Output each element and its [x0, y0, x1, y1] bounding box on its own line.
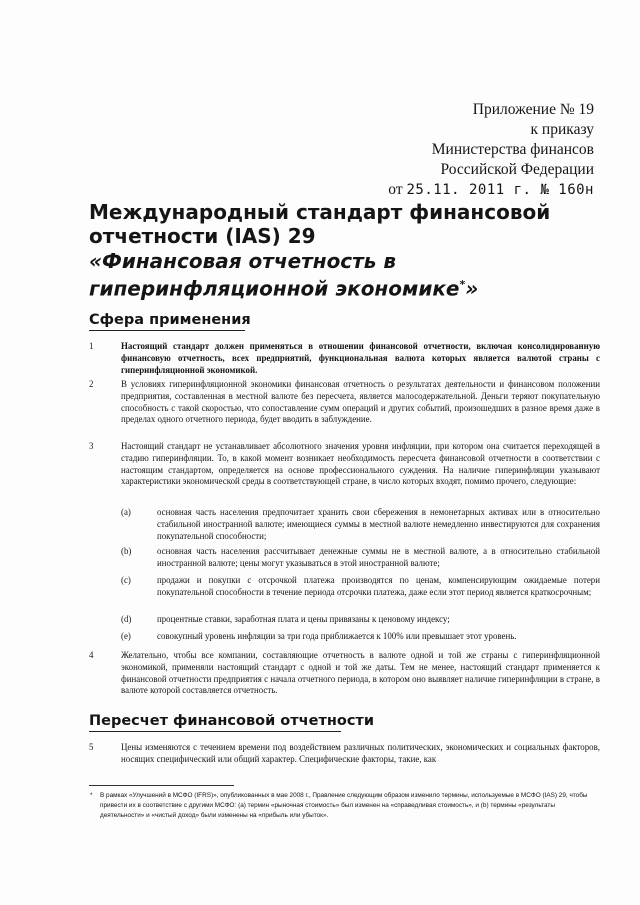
document-title: Международный стандарт финансовой отчетности (IAS) 29	[89, 200, 551, 248]
list-item-label: (d)	[121, 614, 132, 624]
list-item-text: процентные ставки, заработная плата и цены привязаны к ценовому индексу;	[157, 614, 450, 624]
list-item-b	[121, 546, 600, 570]
paragraph-text: Цены изменяются с течением времени под воздействием различных политических, экономических и социальных факторов, носящих специфический или общий характер. Специфические факторы, такие, как	[121, 742, 600, 764]
paragraph-3	[89, 441, 600, 488]
paragraph-4	[89, 650, 600, 697]
appendix-date-line	[388, 180, 594, 200]
list-item-label: (b)	[121, 546, 132, 556]
list-item-label: (a)	[121, 507, 131, 517]
list-item-text: основная часть населения предпочитает хранить свои сбережения в немонетарных активах или в относительно стабильной иностранной валюте; имеющиеся суммы в местной валюте немедленно инвестируются для сохранения покупательной способности;	[157, 507, 600, 541]
list-item-text: продажи и покупки с отсрочкой платежа производятся по ценам, компенсирующим ожидаемые потери покупательной способности в течение периода отсрочки платежа, даже если этот период является краткосрочным;	[157, 575, 600, 597]
footnote-text: В рамках «Улучшений в МСФО (IFRS)», опубликованных в мае 2008 г., Правление следующим образом изменило термины, используемые в МСФО (IAS) 29, чтобы привести их в соответствие с другими МСФО: (a) термин «рыночная стоимость» был изменен на «справедливая стоимость», и (b) термины «результаты деятельности» и «чистый доход» были изменены на «прибыль или убыток».	[100, 792, 588, 819]
section-heading-scope: Сфера применения	[89, 312, 245, 331]
paragraph-number: 5	[89, 742, 94, 752]
subtitle-closing-quote: »	[465, 276, 479, 301]
appendix-date-prefix: от	[388, 181, 403, 198]
paragraph-1	[89, 341, 600, 376]
list-item-d	[121, 614, 600, 626]
footnote	[90, 791, 600, 820]
list-item-label: (e)	[121, 631, 131, 641]
appendix-date: 25.11. 2011 г. № 160н	[406, 182, 594, 198]
list-item-a	[121, 507, 600, 542]
paragraph-number: 3	[89, 441, 94, 451]
paragraph-text: В условиях гиперинфляционной экономики финансовая отчетность о результатах деятельности и финансовом положении предприятия, составленная в местной валюте без пересчета, является малосодержательной. Деньги теряют покупательную способность с такой скоростью, что сопоставление сумм операций и других событий, произошедших в разное время даже в пределах одного отчетного периода, будет вводить в заблуждение.	[121, 379, 600, 425]
list-item-c	[121, 575, 600, 599]
appendix-ministry: Министерства финансов	[431, 141, 594, 158]
list-item-e	[121, 631, 600, 643]
appendix-order: к приказу	[530, 121, 594, 138]
footnote-divider	[89, 785, 234, 786]
footnote-mark: *	[90, 792, 93, 799]
subtitle-text: «Финансовая отчетность в гиперинфляционной экономике	[89, 249, 460, 301]
paragraph-text: Настоящий стандарт должен применяться в отношении финансовой отчетности, включая консолидированную финансовую отчетность, всех предприятий, функциональная валюта которых является валютой страны с гиперинфляционной экономикой.	[121, 341, 600, 375]
paragraph-2	[89, 379, 600, 426]
paragraph-number: 4	[89, 650, 94, 660]
paragraph-text: Настоящий стандарт не устанавливает абсолютного значения уровня инфляции, при котором она считается переходящей в стадию гиперинфляции. То, в какой момент возникает необходимость пересчета финансовой отчетности в соответствии с настоящим стандартом, определяется на основе профессионального суждения. На наличие гиперинфляции указывают характеристики экономической среды в соответствующей стране, в число которых входят, помимо прочего, следующие:	[121, 441, 600, 487]
paragraph-number: 2	[89, 379, 94, 389]
footnote-reference: *	[459, 278, 466, 291]
appendix-number: Приложение № 19	[472, 101, 594, 118]
list-item-text: основная часть населения рассчитывает денежные суммы не в местной валюте, а в относительно стабильной иностранной валюте; цены могут указываться в этой иностранной валюте;	[157, 546, 600, 568]
section-heading-restatement: Пересчет финансовой отчетности	[89, 713, 341, 732]
document-subtitle	[89, 249, 609, 301]
paragraph-text: Желательно, чтобы все компании, составляющие отчетность в валюте одной и той же страны с гиперинфляционной экономикой, применяли настоящий стандарт с одной и той же даты. Тем не менее, настоящий стандарт применяется к финансовой отчетности предприятия с начала отчетного периода, в котором оно выявляет наличие гиперинфляции в стране, в валюте которой составляется отчетность.	[121, 650, 600, 696]
appendix-header	[388, 100, 594, 200]
appendix-country: Российской Федерации	[440, 161, 594, 178]
list-item-text: совокупный уровень инфляции за три года приближается к 100% или превышает этот уровень.	[157, 631, 517, 641]
paragraph-number: 1	[89, 341, 94, 351]
paragraph-5	[89, 742, 600, 766]
list-item-label: (c)	[121, 575, 131, 585]
